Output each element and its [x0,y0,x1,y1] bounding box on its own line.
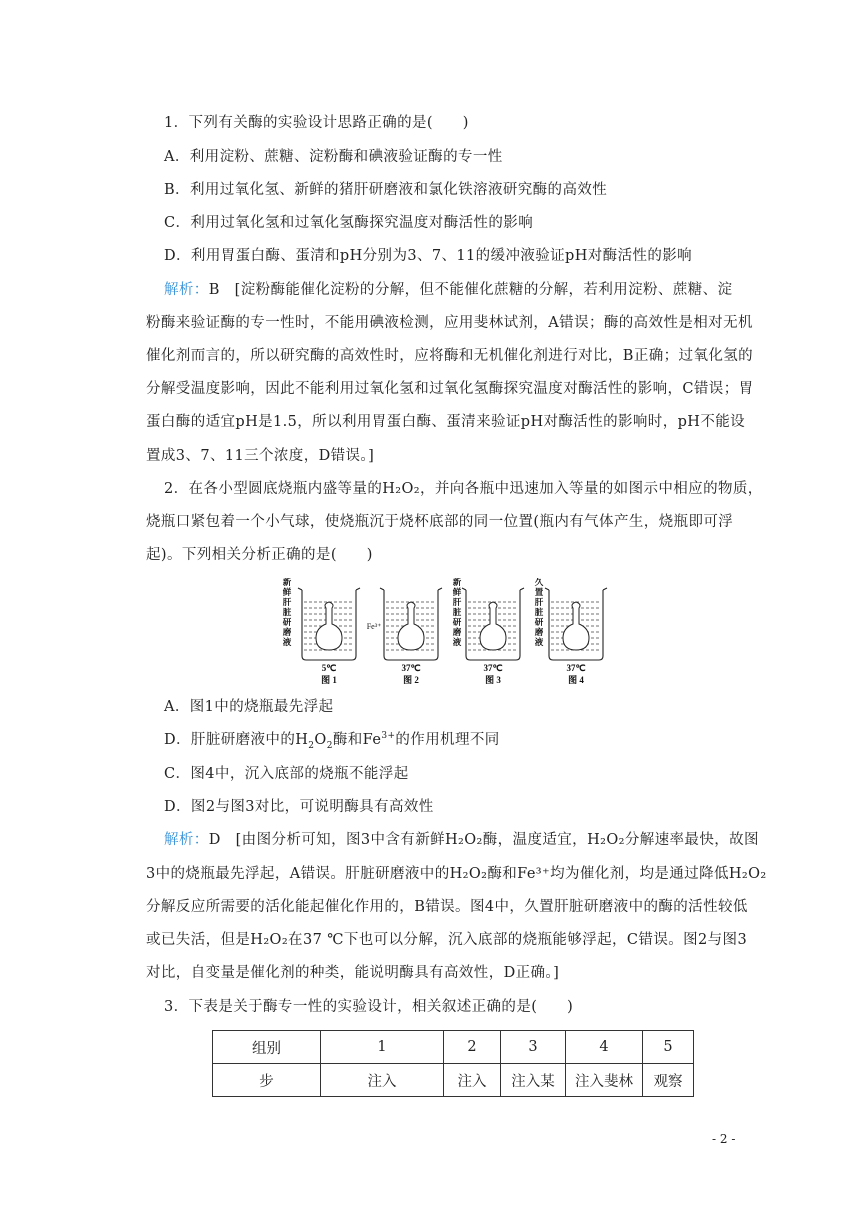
beaker-3-side-label: 新鲜肝脏研磨液 [452,578,462,647]
q2-analysis-label: 解析： [164,832,209,848]
figure-3-caption: 图 3 [485,675,501,685]
table-cell: 注入斐林 [566,1064,643,1097]
table-cell: 注入 [321,1064,444,1097]
beaker-2-temp: 37℃ [401,663,421,673]
q1-analysis-line: 置成3、7、11三个浓度，D错误。] [146,448,375,464]
q2-stem: 2．在各小型圆底烧瓶内盛等量的H₂O₂，并向各瓶中迅速加入等量的如图示中相应的物质， [164,481,763,497]
beaker-2-side-label: Fe³⁺ [366,622,382,631]
table-row [213,1064,694,1097]
figure-1-caption: 图 1 [321,675,337,685]
q1-option-d: D．利用胃蛋白酶、蛋清和pH分别为3、7、11的缓冲液验证pH对酶活性的影响 [164,248,693,264]
q2-stem: 起)。下列相关分析正确的是( ) [146,547,373,563]
q2-stem: 烧瓶口紧包着一个小气球，使烧瓶沉于烧杯底部的同一位置(瓶内有气体产生，烧瓶即可浮 [146,514,734,530]
q2-analysis-text: D [由图分析可知，图3中含有新鲜H₂O₂酶，温度适宜，H₂O₂分解速率最快，故图 [208,832,759,848]
table-cell: 注入 [444,1064,501,1097]
q1-analysis-text: B [淀粉酶能催化淀粉的分解，但不能催化蔗糖的分解，若利用淀粉、蔗糖、淀 [208,282,733,298]
q1-analysis-line: 催化剂而言的，所以研究酶的高效性时，应将酶和无机催化剂进行对比，B正确；过氧化氢的 [146,348,754,364]
table-cell: 注入某 [501,1064,566,1097]
beaker-1-temp: 5℃ [321,663,337,673]
table-row [213,1031,694,1064]
q2-option-c: C．图4中，沉入底部的烧瓶不能浮起 [164,766,409,782]
q1-option-a: A．利用淀粉、蔗糖、淀粉酶和碘液验证酶的专一性 [164,149,503,165]
q3-stem: 3．下表是关于酶专一性的实验设计，相关叙述正确的是( ) [164,999,574,1015]
figure-4-caption: 图 4 [568,675,584,685]
q2-analysis-line: 分解反应所需要的活化能起催化作用的，B错误。图4中，久置肝脏研磨液中的酶的活性较低 [146,899,748,915]
enzyme-specificity-table [212,1030,694,1097]
table-cell: 组别 [213,1031,321,1064]
q2-option-a: A．图1中的烧瓶最先浮起 [164,699,334,715]
beaker-figure [280,578,610,686]
page-number: - 2 - [712,1132,736,1146]
q2-analysis-line: 对比，自变量是催化剂的种类，能说明酶具有高效性，D正确。] [146,965,560,981]
q2-analysis-line: 或已失活，但是H₂O₂在37 ℃下也可以分解，沉入底部的烧瓶能够浮起，C错误。图2与图3 [146,932,748,948]
q1-stem: 1．下列有关酶的实验设计思路正确的是( ) [164,115,469,131]
q2-option-d: D．图2与图3对比，可说明酶具有高效性 [164,799,434,815]
table-cell: 步 [213,1064,321,1097]
q1-analysis-line [164,280,732,300]
beaker-4-side-label: 久置肝脏研磨液 [534,578,544,647]
table-cell: 4 [566,1031,643,1064]
q1-option-b: B．利用过氧化氢、新鲜的猪肝研磨液和氯化铁溶液研究酶的高效性 [164,182,608,198]
q1-option-c: C．利用过氧化氢和过氧化氢酶探究温度对酶活性的影响 [164,215,534,231]
table-cell: 观察 [643,1064,694,1097]
beaker-1-side-label: 新鲜肝脏研磨液 [282,578,292,647]
table-cell: 2 [444,1031,501,1064]
table-cell: 5 [643,1031,694,1064]
q1-analysis-line: 粉酶来验证酶的专一性时，不能用碘液检测，应用斐林试剂，A错误；酶的高效性是相对无机 [146,315,753,331]
q2-analysis-line [164,830,759,850]
q2-option-b: D．肝脏研磨液中的$H_2O_2$酶和$Fe^{3+}$的作用机理不同 [164,731,500,751]
q2-analysis-line: 3中的烧瓶最先浮起，A错误。肝脏研磨液中的H₂O₂酶和Fe³⁺均为催化剂，均是通过降低H₂O₂ [146,866,767,882]
beaker-4-temp: 37℃ [566,663,586,673]
table-cell: 1 [321,1031,444,1064]
beaker-3-temp: 37℃ [483,663,503,673]
q1-analysis-line: 分解受温度影响，因此不能利用过氧化氢和过氧化氢酶探究温度对酶活性的影响，C错误；胃 [146,381,754,397]
q1-analysis-label: 解析： [164,282,209,298]
table-cell: 3 [501,1031,566,1064]
figure-2-caption: 图 2 [403,675,419,685]
q1-analysis-line: 蛋白酶的适宜pH是1.5，所以利用胃蛋白酶、蛋清来验证pH对酶活性的影响时，pH不能设 [146,414,746,430]
